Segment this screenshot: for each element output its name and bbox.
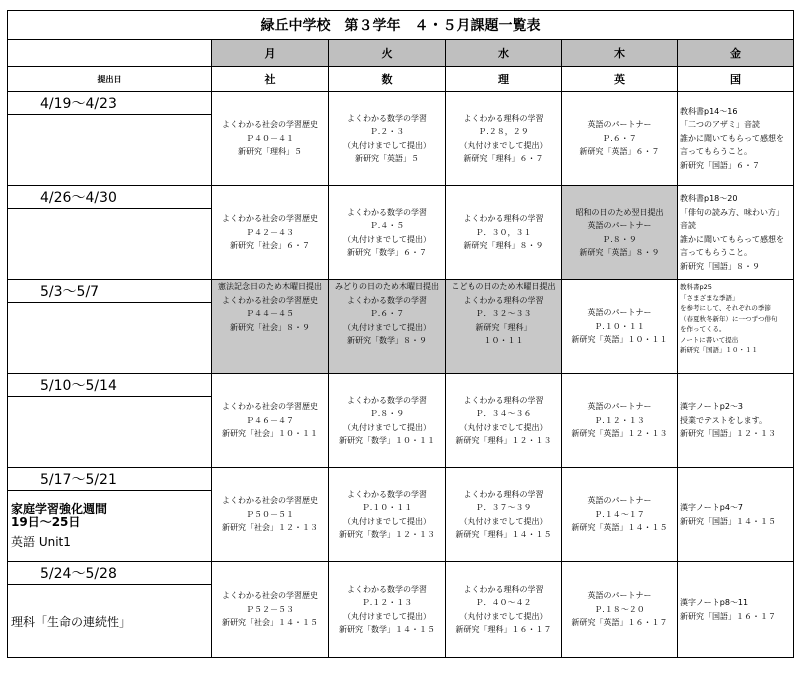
cell-line: Ｐ．４０～４２ xyxy=(475,598,532,607)
cell-line: 新研究「英語」１４・１５ xyxy=(571,523,668,533)
cell-line: Ｐ．３０，３１ xyxy=(475,227,532,237)
cell-japanese xyxy=(678,374,794,468)
cell-line: （丸付けまでして提出） xyxy=(459,611,548,621)
cell-line: 新研究「理科」６・７ xyxy=(463,154,544,163)
cell-line: ノートに書いて提出 xyxy=(680,335,739,344)
cell-line: （丸付けまでして提出） xyxy=(343,516,431,526)
cell-line: Ｐ.８・９ xyxy=(602,234,637,244)
cell-line: 授業でテストをします。 xyxy=(680,415,768,425)
cell-social xyxy=(212,92,329,186)
cell-math xyxy=(329,562,446,658)
cell-line: 誰かに聞いてもらって感想を xyxy=(680,133,784,143)
cell-japanese xyxy=(678,280,794,374)
week-date: 5/17～5/21 xyxy=(8,468,212,491)
cell-english xyxy=(562,280,678,374)
cell-line: 音読 xyxy=(680,221,696,230)
week-note xyxy=(8,585,212,658)
cell-line: 新研究「社会」１０・１１ xyxy=(222,429,318,439)
cell-science xyxy=(446,92,562,186)
cell-line: 英語のパートナー xyxy=(587,402,652,412)
cell-line: よくわかる数学の学習 xyxy=(347,295,427,305)
week-date: 4/19～4/23 xyxy=(8,92,212,115)
cell-english xyxy=(562,374,678,468)
cell-line: 新研究「数学」８・９ xyxy=(347,336,427,345)
cell-social xyxy=(212,280,329,374)
cell-line: Ｐ４４－４５ xyxy=(246,309,294,318)
cell-line: よくわかる理科の学習 xyxy=(463,295,544,305)
cell-line: よくわかる社会の学習歴史 xyxy=(222,591,318,601)
cell-line: Ｐ．３２～３３ xyxy=(475,309,532,318)
cell-line: Ｐ.１０・１１ xyxy=(594,321,645,331)
cell-line: 憲法記念日のため木曜日提出 xyxy=(218,282,322,291)
cell-line: 新研究「理科」５ xyxy=(238,147,302,157)
cell-line: 言ってもらうこと。 xyxy=(680,248,752,257)
subject-english: 英 xyxy=(562,67,678,92)
cell-line: Ｐ．３４～３６ xyxy=(475,409,532,418)
cell-line: 教科書p18～20 xyxy=(680,194,738,203)
cell-line: （丸付けまでして提出） xyxy=(343,322,431,332)
cell-line: 新研究「理科」８・９ xyxy=(463,241,544,251)
cell-social xyxy=(212,562,329,658)
cell-english xyxy=(562,186,678,280)
week-topic: 理科「生命の連続性」 xyxy=(11,614,132,629)
cell-english xyxy=(562,468,678,562)
cell-line: １０・１１ xyxy=(483,336,524,345)
cell-line: 新研究「英語」６・７ xyxy=(579,147,660,157)
cell-line: 新研究「数学」１４・１５ xyxy=(339,625,435,634)
cell-line: 新研究「英語」８・９ xyxy=(579,248,660,257)
cell-line: 新研究「社会」６・７ xyxy=(230,241,310,251)
cell-line: よくわかる社会の学習歴史 xyxy=(222,496,318,506)
subject-japanese: 国 xyxy=(678,67,794,92)
cell-line: 新研究「社会」１４・１５ xyxy=(222,618,318,628)
week-date: 5/24～5/28 xyxy=(8,562,212,585)
cell-line: （春夏秋冬新年）に一つずつ俳句 xyxy=(680,314,778,323)
cell-line: 英語のパートナー xyxy=(587,591,652,601)
cell-line: よくわかる数学の学習 xyxy=(347,489,427,499)
cell-line: 新研究「英語」１６・１７ xyxy=(571,618,668,628)
cell-line: 昭和の日のため翌日提出 xyxy=(575,207,664,217)
cell-line: 言ってもらうこと。 xyxy=(680,147,752,157)
subject-social: 社 xyxy=(212,67,329,92)
cell-line: 「さまざまな季語」 xyxy=(680,293,739,302)
cell-math xyxy=(329,374,446,468)
cell-line: 英語のパートナー xyxy=(587,308,652,318)
week-note xyxy=(8,209,212,280)
cell-line: 新研究「国語」１０・１１ xyxy=(680,346,758,354)
assignment-table xyxy=(7,10,794,658)
page-title: 緑丘中学校 第３学年 ４・５月課題一覧表 xyxy=(8,11,794,40)
cell-line: 漢字ノートp8～11 xyxy=(680,598,749,607)
cell-line: Ｐ.４・５ xyxy=(369,221,405,230)
cell-line: （丸付けまでして提出） xyxy=(343,422,431,432)
cell-line: よくわかる社会の学習歴史 xyxy=(222,402,318,412)
cell-social xyxy=(212,468,329,562)
cell-line: 新研究「数学」１２・１３ xyxy=(339,530,435,539)
cell-japanese xyxy=(678,92,794,186)
cell-line: よくわかる理科の学習 xyxy=(463,395,544,405)
cell-line: 新研究「国語」８・９ xyxy=(680,261,760,271)
cell-science xyxy=(446,186,562,280)
cell-science xyxy=(446,562,562,658)
cell-line: 漢字ノートp4～7 xyxy=(680,503,744,512)
cell-line: 新研究「数学」１０・１１ xyxy=(339,436,435,445)
cell-line: 新研究「国語」６・７ xyxy=(680,160,760,170)
cell-line: 教科書p14～16 xyxy=(680,106,738,116)
cell-line: みどりの日のため木曜日提出 xyxy=(335,282,439,291)
week-note xyxy=(8,397,212,468)
day-mon: 月 xyxy=(212,40,329,67)
week-note xyxy=(8,303,212,374)
cell-line: 英語のパートナー xyxy=(587,496,652,506)
cell-line: を作ってくる。 xyxy=(680,325,726,333)
cell-line: Ｐ４２－４３ xyxy=(246,227,294,237)
intensive-week-topic: 英語 Unit1 xyxy=(11,534,71,549)
day-fri: 金 xyxy=(678,40,794,67)
cell-japanese xyxy=(678,562,794,658)
cell-line: 英語のパートナー xyxy=(587,221,652,230)
cell-english xyxy=(562,92,678,186)
cell-line: 教科書p25 xyxy=(680,283,712,291)
cell-line: 新研究「社会」８・９ xyxy=(230,322,310,332)
cell-line: Ｐ４０－４１ xyxy=(246,133,294,143)
cell-math xyxy=(329,468,446,562)
cell-line: よくわかる社会の学習歴史 xyxy=(222,120,318,130)
cell-line: 新研究「理科」１６・１７ xyxy=(455,625,552,634)
cell-line: よくわかる数学の学習 xyxy=(347,395,427,405)
cell-line: 新研究「社会」１２・１３ xyxy=(222,523,318,533)
cell-japanese xyxy=(678,186,794,280)
week-date: 4/26～4/30 xyxy=(8,186,212,209)
cell-math xyxy=(329,186,446,280)
cell-line: よくわかる理科の学習 xyxy=(463,489,544,499)
cell-science xyxy=(446,374,562,468)
cell-science xyxy=(446,468,562,562)
cell-line: （丸付けまでして提出） xyxy=(459,516,548,526)
cell-line: Ｐ.８・９ xyxy=(369,409,405,418)
cell-line: （丸付けまでして提出） xyxy=(459,422,548,432)
cell-line: 新研究「理科」１２・１３ xyxy=(455,436,552,445)
cell-line: 新研究「数学」６・７ xyxy=(347,248,427,257)
cell-line: よくわかる理科の学習 xyxy=(463,214,544,224)
cell-line: 漢字ノートp2～3 xyxy=(680,402,744,412)
week-note xyxy=(8,491,212,562)
cell-line: よくわかる理科の学習 xyxy=(463,584,544,594)
cell-science xyxy=(446,280,562,374)
cell-line: 新研究「英語」５ xyxy=(355,154,419,163)
cell-math xyxy=(329,92,446,186)
cell-line: よくわかる数学の学習 xyxy=(347,207,427,217)
cell-line: （丸付けまでして提出） xyxy=(343,234,431,244)
cell-english xyxy=(562,562,678,658)
cell-line: Ｐ.１２・１３ xyxy=(361,598,413,607)
cell-line: （丸付けまでして提出） xyxy=(343,611,431,621)
cell-line: よくわかる理科の学習 xyxy=(463,113,544,123)
cell-line: 新研究「国語」１４・１５ xyxy=(680,516,776,526)
cell-line: よくわかる数学の学習 xyxy=(347,584,427,594)
cell-line: 英語のパートナー xyxy=(587,120,652,130)
cell-line: Ｐ.１８～２０ xyxy=(594,604,645,614)
week-date: 5/3～5/7 xyxy=(8,280,212,303)
cell-line: よくわかる数学の学習 xyxy=(347,113,427,123)
cell-line: （丸付けまでして提出） xyxy=(459,140,548,150)
cell-line: Ｐ.１２・１３ xyxy=(594,415,645,425)
cell-japanese xyxy=(678,468,794,562)
cell-line: Ｐ.６・７ xyxy=(369,309,405,318)
cell-line: Ｐ.１４～１７ xyxy=(594,509,645,519)
cell-line: （丸付けまでして提出） xyxy=(343,140,431,150)
cell-line: 新研究「英語」１０・１１ xyxy=(571,335,668,345)
cell-line: 新研究「理科」 xyxy=(475,322,532,332)
intensive-week-dates: 19日～25日 xyxy=(11,514,81,529)
cell-line: Ｐ.２８，２９ xyxy=(478,127,529,136)
cell-line: 新研究「英語」１２・１３ xyxy=(571,429,668,439)
week-date: 5/10～5/14 xyxy=(8,374,212,397)
cell-line: Ｐ.６・７ xyxy=(602,133,637,143)
week-note xyxy=(8,115,212,186)
cell-line: Ｐ５２－５３ xyxy=(246,604,294,614)
cell-line: 「二つのアザミ」音読 xyxy=(680,120,760,130)
cell-line: Ｐ５０－５１ xyxy=(246,509,294,519)
cell-line: 新研究「国語」１６・１７ xyxy=(680,611,776,621)
day-thu: 木 xyxy=(562,40,678,67)
cell-social xyxy=(212,374,329,468)
cell-line: 誰かに聞いてもらって感想を xyxy=(680,234,784,244)
cell-line: Ｐ．３７～３９ xyxy=(475,503,532,512)
header-blank xyxy=(8,40,212,67)
cell-line: Ｐ.２・３ xyxy=(369,127,405,136)
cell-social xyxy=(212,186,329,280)
cell-line: 「俳句の読み方、味わい方」 xyxy=(680,207,784,217)
intensive-week-label: 家庭学習強化週間 xyxy=(11,501,108,516)
due-date-label: 提出日 xyxy=(8,67,212,92)
cell-line: を参考にして、それぞれの季節 xyxy=(680,304,771,312)
day-wed: 水 xyxy=(446,40,562,67)
cell-line: こどもの日のため木曜日提出 xyxy=(451,282,556,291)
cell-line: Ｐ４６－４７ xyxy=(246,415,294,425)
subject-math: 数 xyxy=(329,67,446,92)
cell-line: 新研究「理科」１４・１５ xyxy=(455,530,552,539)
subject-science: 理 xyxy=(446,67,562,92)
cell-line: よくわかる社会の学習歴史 xyxy=(222,295,318,305)
day-tue: 火 xyxy=(329,40,446,67)
cell-line: Ｐ.１０・１１ xyxy=(361,503,413,512)
cell-math xyxy=(329,280,446,374)
cell-line: よくわかる社会の学習歴史 xyxy=(222,214,318,224)
cell-line: 新研究「国語」１２・１３ xyxy=(680,429,776,439)
